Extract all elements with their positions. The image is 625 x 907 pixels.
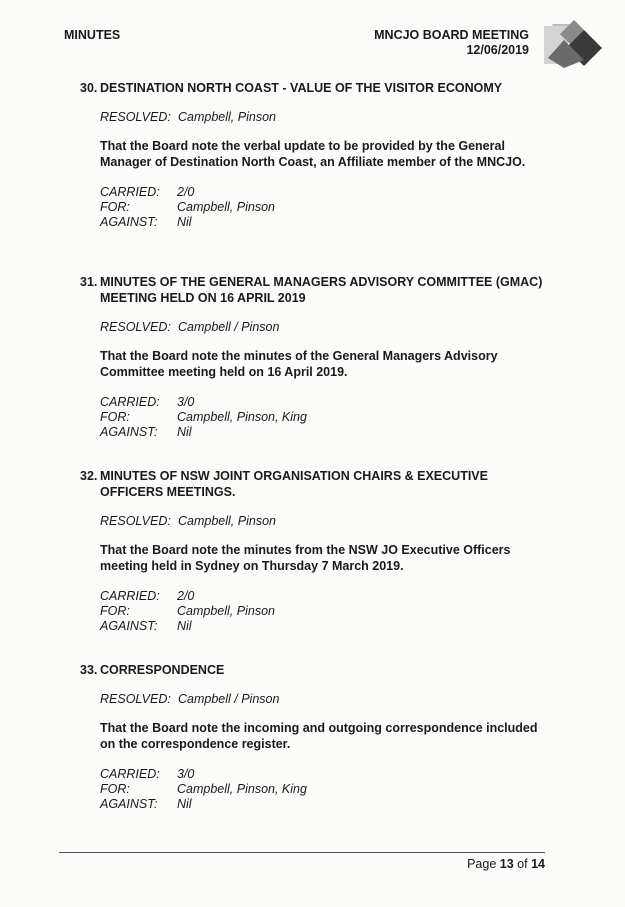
item-number: 31. (80, 275, 98, 289)
mncjo-logo-icon (544, 18, 604, 70)
carried-label: CARRIED: (100, 589, 160, 603)
against-label: AGAINST: (100, 797, 158, 811)
minute-item-33 (80, 662, 545, 812)
item-title: CORRESPONDENCE (100, 663, 225, 677)
against-label: AGAINST: (100, 619, 158, 633)
header-left: MINUTES (64, 28, 121, 42)
minute-item-30 (80, 80, 545, 230)
against-label: AGAINST: (100, 425, 158, 439)
carried-label: CARRIED: (100, 767, 160, 781)
meeting-date: 12/06/2019 (466, 43, 529, 57)
item-heading (80, 468, 545, 500)
resolved-value: Campbell / Pinson (178, 320, 280, 334)
carried-value: 3/0 (177, 767, 195, 781)
item-number: 30. (80, 81, 98, 95)
for-value: Campbell, Pinson (177, 200, 275, 214)
carried-value: 3/0 (177, 395, 195, 409)
resolved-line (100, 514, 545, 528)
carried-value: 2/0 (177, 185, 195, 199)
minute-item-32 (80, 468, 545, 634)
against-label: AGAINST: (100, 215, 158, 229)
resolved-line (100, 110, 545, 124)
page-of-label: of (517, 857, 528, 871)
for-label: FOR: (100, 782, 130, 796)
for-label: FOR: (100, 604, 130, 618)
item-title: MINUTES OF NSW JOINT ORGANISATION CHAIRS & EXECUTIVE OFFICERS MEETINGS. (100, 469, 488, 499)
item-heading (80, 274, 545, 306)
page-total: 14 (531, 857, 545, 871)
vote-block (100, 185, 545, 230)
resolution-text: That the Board note the incoming and outgoing correspondence included on the correspondence register. (100, 721, 538, 751)
resolved-line (100, 320, 545, 334)
carried-label: CARRIED: (100, 395, 160, 409)
header-right (374, 28, 529, 58)
carried-label: CARRIED: (100, 185, 160, 199)
resolution-text: That the Board note the verbal update to be provided by the General Manager of Destination North Coast, an Affiliate member of the MNCJO. (100, 139, 526, 169)
for-value: Campbell, Pinson, King (177, 782, 307, 796)
for-value: Campbell, Pinson, King (177, 410, 307, 424)
resolved-label: RESOLVED: (100, 110, 171, 124)
for-label: FOR: (100, 410, 130, 424)
resolution-text: That the Board note the minutes of the General Managers Advisory Committee meeting held on 16 April 2019. (100, 349, 498, 379)
page-current: 13 (499, 857, 514, 871)
resolved-value: Campbell, Pinson (178, 110, 276, 124)
resolved-label: RESOLVED: (100, 514, 171, 528)
against-value: Nil (177, 425, 192, 439)
resolved-value: Campbell / Pinson (178, 692, 280, 706)
resolution-text: That the Board note the minutes from the NSW JO Executive Officers meeting held in Sydney on Thursday 7 March 2019. (100, 543, 511, 573)
item-number: 32. (80, 469, 98, 483)
item-title: DESTINATION NORTH COAST - VALUE OF THE VISITOR ECONOMY (100, 81, 503, 95)
against-value: Nil (177, 215, 192, 229)
minute-item-31 (80, 274, 545, 440)
for-value: Campbell, Pinson (177, 604, 275, 618)
page-number (467, 857, 545, 871)
resolved-line (100, 692, 545, 706)
item-heading (80, 80, 545, 96)
resolved-value: Campbell, Pinson (178, 514, 276, 528)
vote-block (100, 395, 545, 440)
vote-block (100, 767, 545, 812)
meeting-title: MNCJO BOARD MEETING (374, 28, 529, 42)
item-heading (80, 662, 545, 678)
against-value: Nil (177, 797, 192, 811)
carried-value: 2/0 (177, 589, 195, 603)
for-label: FOR: (100, 200, 130, 214)
item-number: 33. (80, 663, 98, 677)
vote-block (100, 589, 545, 634)
against-value: Nil (177, 619, 192, 633)
resolved-label: RESOLVED: (100, 320, 171, 334)
footer-divider (59, 852, 545, 853)
item-title: MINUTES OF THE GENERAL MANAGERS ADVISORY COMMITTEE (GMAC) MEETING HELD ON 16 APRIL 2019 (100, 275, 543, 305)
resolved-label: RESOLVED: (100, 692, 171, 706)
page-label: Page (467, 857, 497, 871)
